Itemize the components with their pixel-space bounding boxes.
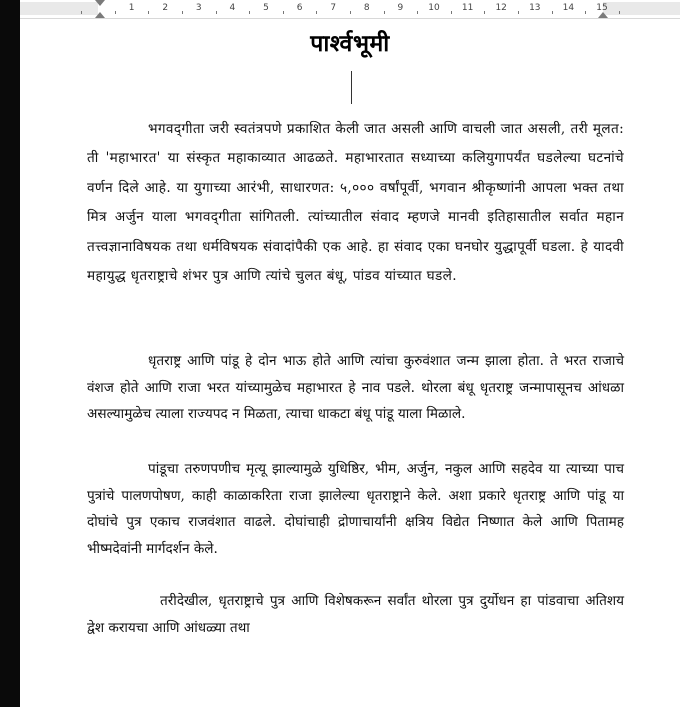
ruler-tick bbox=[216, 11, 217, 14]
ruler-tick bbox=[148, 11, 149, 14]
ruler-number: 7 bbox=[330, 3, 337, 13]
paragraph-2: धृतराष्ट्र आणि पांडू हे दोन भाऊ होते आणि त्यांचा कुरुवंशात जन्म झाला होता. ते भरत राजाचे वंशज होते आणि राजा भरत यांच्यामुळेच महाभारत हे नाव पडले. थोरला बंधू धृतराष्ट्र जन्मापासूनच आंधळा असल्यामुळेच त्याला राज्यपद न मिळता, त्याचा धाकटा बंधू पांडू याला मिळाले. bbox=[87, 353, 624, 422]
horizontal-ruler[interactable] bbox=[20, 0, 680, 19]
ruler-tick bbox=[518, 11, 519, 14]
window-left-edge bbox=[0, 0, 20, 707]
ruler-tick bbox=[182, 11, 183, 14]
page-title: पार्श्वभूमी bbox=[310, 30, 390, 57]
ruler-tick bbox=[451, 11, 452, 14]
ruler-number: 15 bbox=[596, 3, 608, 13]
ruler-tick bbox=[417, 11, 418, 14]
ruler-tick bbox=[283, 11, 284, 14]
ruler-number: 2 bbox=[162, 3, 169, 13]
ruler-number: 14 bbox=[562, 3, 575, 13]
ruler-number: 13 bbox=[529, 3, 541, 13]
document-page[interactable] bbox=[20, 19, 680, 707]
ruler-tick bbox=[115, 11, 116, 14]
ruler-number: 8 bbox=[363, 3, 370, 13]
ruler-tick bbox=[552, 11, 553, 14]
ruler-number: 12 bbox=[495, 3, 507, 13]
ruler-tick bbox=[316, 11, 317, 14]
paragraph-3: पांडूचा तरुणपणीच मृत्यू झाल्यामुळे युधिष्ठिर, भीम, अर्जुन, नकुल आणि सहदेव या त्याच्या पाच पुत्रांचे पालणपोषण, काही काळाकरिता राजा झालेल्या धृतराष्ट्राने केले. अशा प्रकारे धृतराष्ट्र आणि पांडू या दोघांचे पुत्र एकाच राजवंशात वाढले. दोघांचाही द्रोणाचार्यांनी क्षत्रिय विद्येत निष्णात केले आणि पितामह भीष्मदेवांनी मार्गदर्शन केले. bbox=[87, 461, 624, 557]
ruler-tick bbox=[384, 11, 385, 14]
ruler-number: 4 bbox=[229, 3, 236, 13]
paragraph-4: तरीदेखील, धृतराष्ट्राचे पुत्र आणि विशेषकरून सर्वांत थोरला पुत्र दुर्योधन हा पांडवाचा अतिशय द्वेश करायचा आणि आंधळ्या तथा bbox=[87, 593, 624, 636]
ruler-tick bbox=[350, 11, 351, 14]
ruler-tick bbox=[484, 11, 485, 14]
ruler-number: 6 bbox=[296, 3, 303, 13]
ruler-tick bbox=[619, 11, 620, 14]
ruler-right-margin-area bbox=[603, 2, 680, 15]
ruler-number: 11 bbox=[461, 3, 474, 13]
ruler-number: 3 bbox=[195, 3, 202, 13]
ruler-left-margin-area bbox=[20, 2, 98, 15]
ruler-number: 9 bbox=[397, 3, 404, 13]
ruler-number: 5 bbox=[263, 3, 269, 13]
first-line-indent-marker[interactable] bbox=[95, 0, 105, 6]
left-indent-marker[interactable] bbox=[95, 12, 105, 18]
ruler-tick bbox=[249, 11, 250, 14]
ruler-number: 1 bbox=[128, 3, 135, 13]
ruler-tick bbox=[585, 11, 586, 14]
ruler-tick bbox=[81, 11, 82, 14]
paragraph-1: भगवद्‌गीता जरी स्वतंत्रपणे प्रकाशित केली जात असली आणि वाचली जात असली, तरी मूलत: ती 'महाभारत' या संस्कृत महाकाव्यात आढळते. महाभारतात सध्याच्या कलियुगापर्यंत घडलेल्या घटनांचे वर्णन दिले आहे. या युगाच्या आरंभी, साधारणत: ५,००० वर्षांपूर्वी, भगवान श्रीकृष्णांनी आपला भक्त तथा मित्र अर्जुन याला भगवद्‌गीता सांगितली. त्यांच्यातील संवाद म्हणजे मानवी इतिहासातील सर्वात महान तत्त्वज्ञानाविषयक तथा धर्मविषयक संवादांपैकी एक आहे. हा संवाद एका घनघोर युद्धापूर्वी घडला. हे यादवी महायुद्ध धृतराष्ट्राचे शंभर पुत्र आणि त्यांचे चुलत बंधू, पांडव यांच्यात घडले. bbox=[87, 121, 624, 285]
ruler-number: 10 bbox=[428, 3, 440, 13]
text-cursor bbox=[351, 71, 352, 104]
